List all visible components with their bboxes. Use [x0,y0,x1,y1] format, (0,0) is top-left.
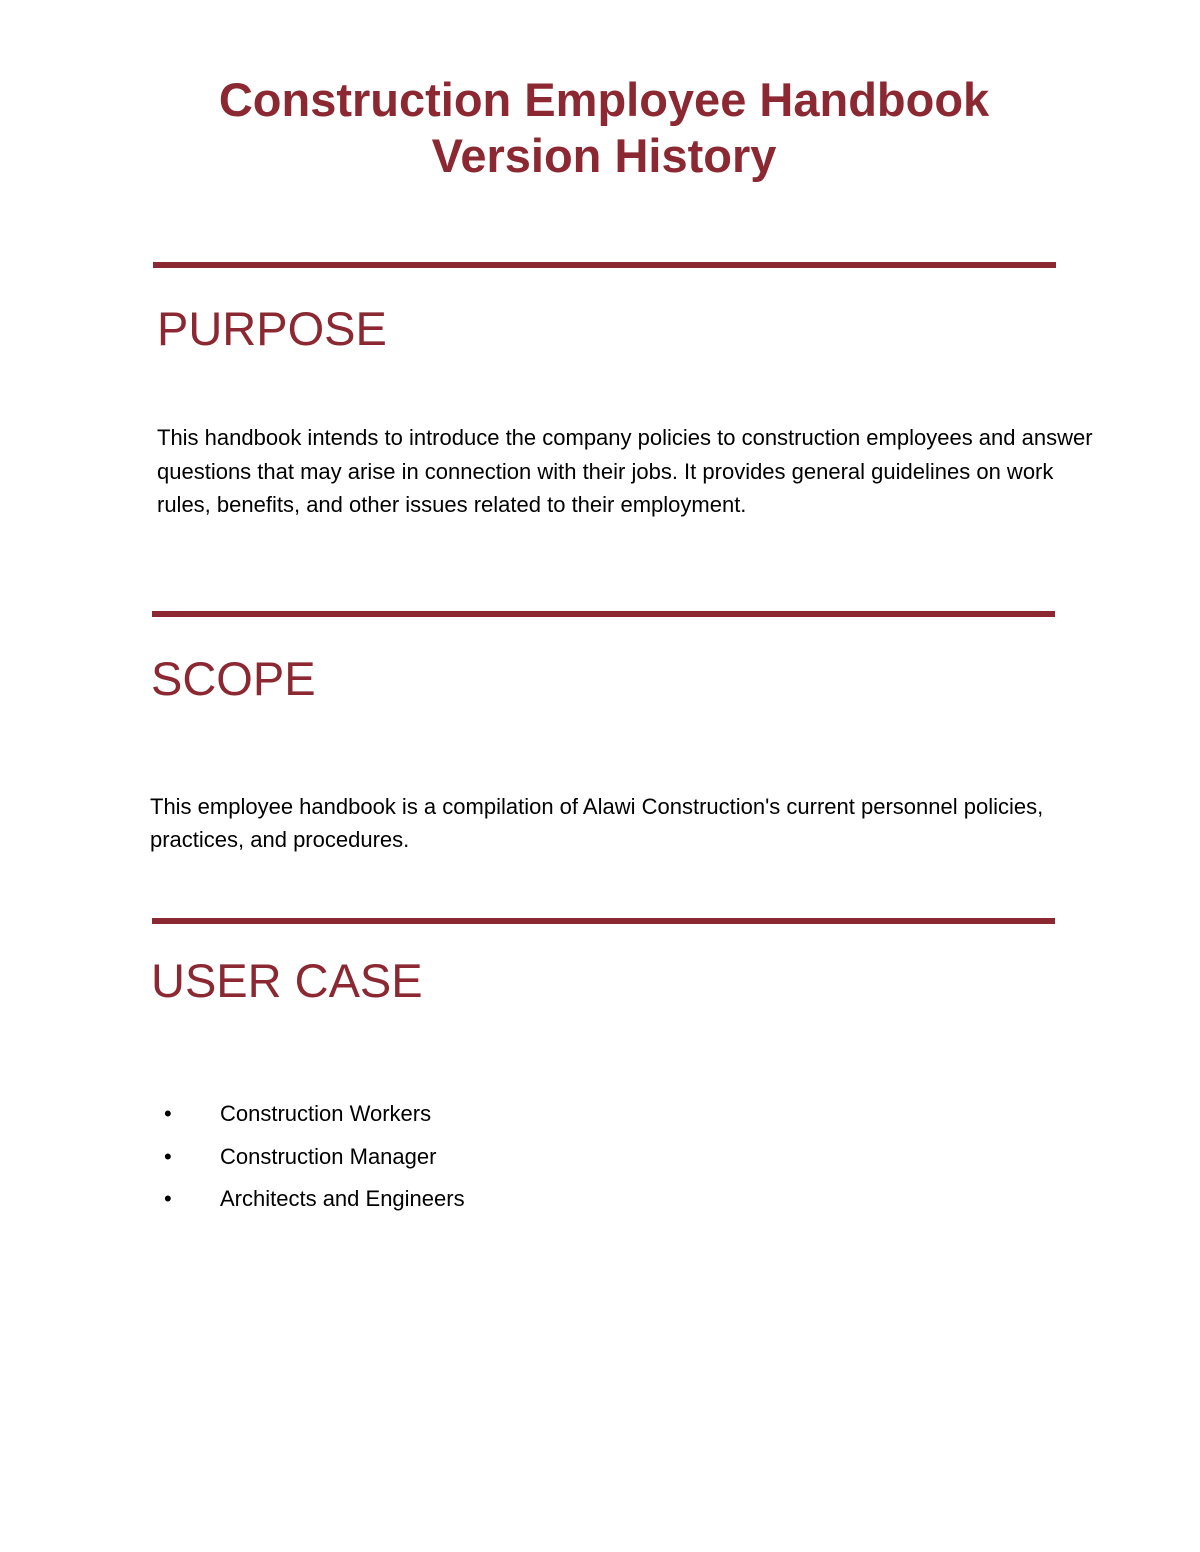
section-divider-scope [152,611,1055,617]
list-item-label: Construction Workers [220,1101,432,1126]
section-divider-purpose [153,262,1056,268]
section-divider-user-case [152,918,1055,924]
bullet-icon: • [164,1143,172,1169]
user-case-list [152,1093,465,1221]
purpose-heading: PURPOSE [157,302,387,355]
title-line-2: Version History [431,129,777,182]
page-title [0,72,1200,184]
user-case-heading: USER CASE [151,954,423,1007]
bullet-icon: • [164,1186,172,1211]
list-item [152,1093,465,1136]
scope-paragraph: This employee handbook is a compilation of Alawi Construction's current personnel policies, practices, and procedures. [150,794,1044,852]
purpose-paragraph: This handbook intends to introduce the company policies to construction employees and answer questions that may arise in connection with their jobs. It provides general guidelines on work rules, benefits, and other issues related to their employment. [157,425,1093,517]
list-item-label: Construction Manager [220,1143,437,1169]
title-line-1: Construction Employee Handbook [218,73,990,126]
list-item [152,1178,465,1221]
bullet-icon: • [164,1101,172,1126]
list-item [152,1136,465,1179]
scope-heading: SCOPE [151,652,316,705]
list-item-label: Architects and Engineers [220,1186,465,1211]
